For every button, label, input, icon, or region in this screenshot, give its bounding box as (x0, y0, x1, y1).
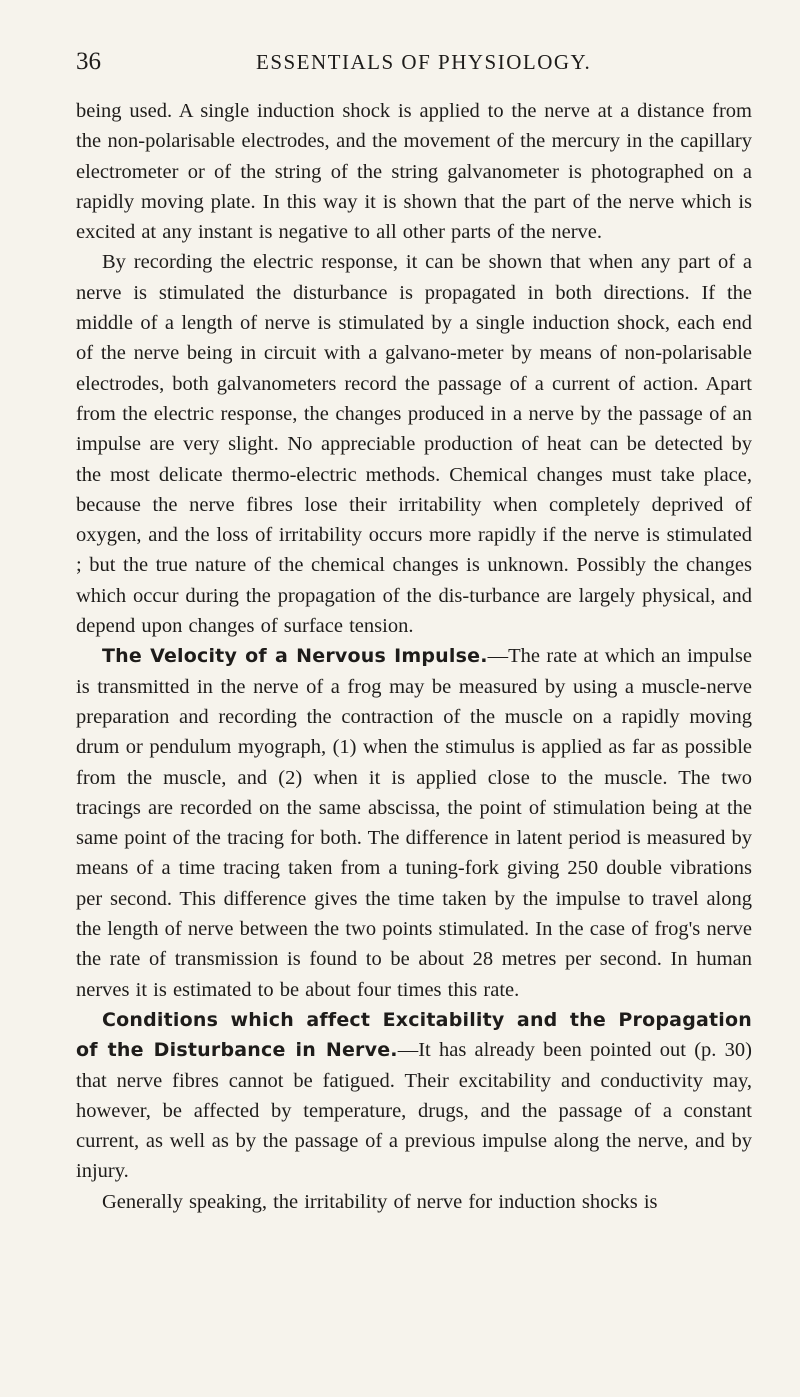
paragraph-conditions (76, 1005, 752, 1187)
paragraph-velocity (76, 641, 752, 1005)
section-heading-conditions: Conditions which affect Excitability and the Propagation of the Disturbance in Nerve. (76, 1008, 752, 1062)
paragraph-continued (76, 96, 752, 247)
paragraph-electric-response (76, 247, 752, 641)
running-title: ESSENTIALS OF PHYSIOLOGY. (256, 50, 592, 74)
paragraph-generally (76, 1187, 752, 1217)
paragraph-text: being used. A single induction shock is applied to the nerve at a distance from the non-polarisable electrodes, and the movement of the mercury in the capillary electrometer or of the string of the string galvanometer is photographed on a rapidly moving plate. In this way it is shown that the part of the nerve which is excited at any instant is negative to all other parts of the nerve. (76, 100, 752, 244)
section-heading-velocity: The Velocity of a Nervous Impulse. (102, 645, 488, 668)
paragraph-text: By recording the electric response, it can be shown that when any part of a nerve is stimulated the disturbance is propagated in both directions. If the middle of a length of nerve is stimulated by a single induction shock, each end of the nerve being in circuit with a galvano-meter by means of non-polarisable electrodes, both galvanometers record the passage of a current of action. Apart from the electric response, the changes produced in a nerve by the passage of an impulse are very slight. No appreciable production of heat can be detected by the most delicate thermo-electric methods. Chemical changes must take place, because the nerve fibres lose their irritability when completely deprived of oxygen, and the loss of irritability occurs more rapidly if the nerve is stimulated ; but the true nature of the chemical changes is unknown. Possibly the changes which occur during the propagation of the dis-turbance are largely physical, and depend upon changes of surface tension. (76, 251, 752, 638)
page-header (76, 48, 752, 88)
page-number: 36 (76, 48, 101, 75)
paragraph-text: Generally speaking, the irritability of nerve for induction shocks is (102, 1190, 658, 1213)
paragraph-text: —It has already been pointed out (p. 30) that nerve fibres cannot be fatigued. Their excitability and conductivity may, however, be affected by temperature, drugs, and the passage of a constant current, as well as by the passage of a previous impulse along the nerve, and by injury. (76, 1039, 752, 1183)
paragraph-text: —The rate at which an impulse is transmitted in the nerve of a frog may be measured by using a muscle-nerve preparation and recording the contraction of the muscle on a rapidly moving drum or pendulum myograph, (1) when the stimulus is applied as far as possible from the muscle, and (2) when it is applied close to the muscle. The two tracings are recorded on the same abscissa, the point of stimulation being at the same point of the tracing for both. The difference in latent period is measured by means of a time tracing taken from a tuning-fork giving 250 double vibrations per second. This difference gives the time taken by the impulse to travel along the length of nerve between the two points stimulated. In the case of frog's nerve the rate of transmission is found to be about 28 metres per second. In human nerves it is estimated to be about four times this rate. (76, 645, 752, 1001)
body-text (76, 96, 752, 1217)
